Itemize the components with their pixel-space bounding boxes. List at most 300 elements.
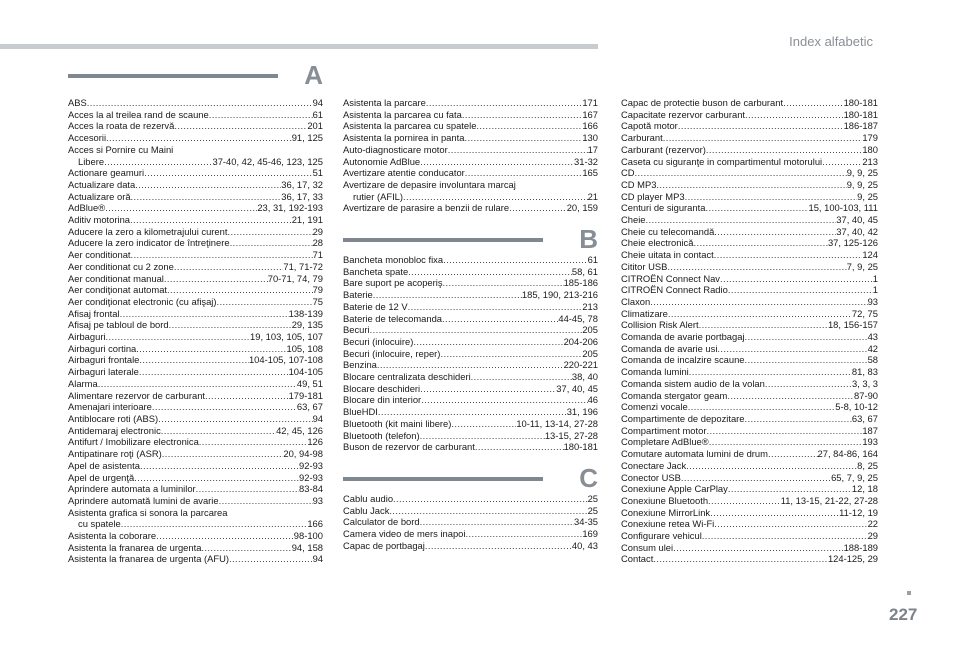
entry-pages: 5-8, 10-12	[835, 401, 878, 413]
index-entry	[68, 156, 323, 168]
entry-pages: 94	[312, 553, 323, 565]
dot-leader	[389, 505, 587, 517]
entry-term: rutier (AFIL)	[353, 190, 404, 202]
entry-pages: 9, 9, 25	[846, 167, 878, 179]
index-entry	[68, 214, 323, 226]
dot-leader	[162, 448, 284, 460]
dot-leader	[230, 237, 313, 249]
entry-pages: 46	[587, 394, 598, 406]
entries-a-continued	[343, 97, 598, 214]
dot-leader	[745, 413, 852, 425]
entry-term: Capac de protectie buson de carburant	[621, 97, 784, 108]
entry-pages: 1	[872, 284, 878, 296]
entry-term: Apel de asistenta	[68, 459, 140, 471]
entry-pages: 166	[307, 518, 323, 530]
entry-pages: 94	[312, 97, 323, 108]
entry-term: Bluetooth (kit maini libere)	[343, 417, 452, 429]
entry-term: Contact	[621, 553, 654, 565]
entry-term: Comanda de avarie portbagaj	[621, 331, 745, 343]
entry-pages: 186-187	[843, 120, 878, 132]
index-entry	[68, 308, 323, 320]
entry-term: Conector USB	[621, 471, 681, 483]
index-entry	[343, 191, 598, 203]
dot-leader	[720, 273, 873, 285]
entry-pages: 44-45, 78	[558, 312, 598, 324]
index-entry	[621, 109, 878, 121]
entry-term: Cheie electronică	[621, 237, 694, 249]
dot-leader	[196, 483, 299, 495]
dot-leader	[745, 331, 868, 343]
entry-term: CITROËN Connect Nav	[621, 272, 720, 284]
index-entry	[621, 273, 878, 285]
entry-pages: 37, 40, 42	[836, 225, 878, 237]
entry-term: Conexiune MirrorLink	[621, 506, 711, 518]
index-entry	[68, 296, 323, 308]
entry-term: Carburant	[621, 132, 663, 144]
dot-leader	[728, 483, 852, 495]
entry-pages: 28	[312, 237, 323, 249]
dot-leader	[426, 97, 582, 109]
index-entry	[343, 109, 598, 121]
entry-pages: 11-12, 19	[839, 506, 878, 518]
entry-term: Actionare geamuri	[68, 167, 145, 179]
entry-pages: 61	[312, 108, 323, 120]
index-entry	[621, 390, 878, 402]
entry-term: Cititor USB	[621, 260, 668, 272]
index-entry	[343, 540, 598, 552]
dot-leader	[421, 394, 587, 406]
entry-term: CD	[621, 167, 635, 179]
index-entry	[68, 378, 323, 390]
dot-leader	[717, 343, 867, 355]
index-entry	[68, 319, 323, 331]
entry-term: ABS	[68, 97, 87, 108]
dot-leader	[451, 418, 516, 430]
dot-leader	[710, 507, 839, 519]
entry-pages: 22	[867, 518, 878, 530]
index-entry	[343, 120, 598, 132]
entry-pages: 205	[582, 347, 598, 359]
index-entry	[343, 430, 598, 442]
section-letter: B	[579, 224, 598, 255]
entry-pages: 9, 25	[857, 190, 878, 202]
entry-pages: 94, 158	[291, 541, 323, 553]
section-divider	[68, 74, 278, 78]
index-entry	[621, 296, 878, 308]
index-entry	[621, 237, 878, 249]
entry-pages: 138-139	[288, 307, 323, 319]
dot-leader	[728, 284, 873, 296]
dot-leader	[709, 436, 863, 448]
entry-pages: 72, 75	[851, 307, 878, 319]
entry-pages: 98-100	[293, 530, 323, 542]
entry-pages: 17	[587, 143, 598, 155]
index-entry	[68, 331, 323, 343]
index-entry	[621, 530, 878, 542]
entry-pages: 29, 135	[291, 319, 323, 331]
index-entry	[343, 301, 598, 313]
dot-leader	[408, 266, 572, 278]
index-entry	[343, 493, 598, 505]
entry-term: Aducere la zero indicator de întreţinere	[68, 237, 230, 249]
entry-pages: 7, 9, 25	[846, 260, 878, 272]
dot-leader	[169, 319, 292, 331]
entry-pages: 20, 159	[566, 202, 598, 214]
index-entry	[68, 448, 323, 460]
entry-pages: 179-181	[288, 389, 323, 401]
entry-term: Collision Risk Alert	[621, 319, 699, 331]
entry-pages: 104-105	[288, 366, 323, 378]
entry-pages: 49, 51	[296, 377, 323, 389]
entry-term: Benzina	[343, 359, 377, 371]
index-entry	[621, 156, 878, 168]
entry-pages: 25	[587, 492, 598, 504]
entry-term: Amenajari interioare	[68, 401, 152, 413]
dot-leader	[131, 249, 313, 261]
entry-term: Buson de rezervor de carburant	[343, 441, 475, 453]
entry-pages: 81, 83	[851, 366, 878, 378]
dot-leader	[120, 308, 289, 320]
entry-term: Calculator de bord	[343, 516, 420, 528]
entry-pages: 124-125, 29	[827, 553, 878, 565]
dot-leader	[464, 132, 582, 144]
entry-pages: 93	[867, 295, 878, 307]
entry-term: Comenzi vocale	[621, 401, 688, 413]
index-entry	[68, 109, 323, 121]
index-entry	[68, 483, 323, 495]
entry-pages: 27, 84-86, 164	[817, 448, 878, 460]
dot-leader	[668, 308, 852, 320]
dot-leader	[420, 516, 574, 528]
dot-leader	[420, 156, 574, 168]
entry-term: Cheie uitata in contact	[621, 249, 714, 261]
dot-leader	[87, 97, 313, 109]
entry-term: Asistenta la parcare	[343, 97, 426, 108]
dot-leader	[714, 518, 867, 530]
entry-term: Antidemaraj electronic	[68, 424, 161, 436]
index-entry	[621, 97, 878, 109]
index-entry	[68, 132, 323, 144]
entry-pages: 179	[862, 132, 878, 144]
entry-pages: 38, 40	[571, 371, 598, 383]
index-entry	[68, 97, 323, 109]
entry-term: Asistenta la franarea de urgenta (AFU)	[68, 553, 230, 565]
dot-leader	[681, 472, 831, 484]
dot-leader	[370, 324, 583, 336]
index-entry	[68, 390, 323, 402]
dot-leader	[158, 413, 312, 425]
index-entry	[343, 156, 598, 168]
entry-pages: 20, 94-98	[283, 448, 323, 460]
dot-leader	[465, 528, 582, 540]
entry-pages: 37, 125-126	[827, 237, 878, 249]
index-entry	[68, 273, 323, 285]
entry-pages: 83-84	[299, 483, 323, 495]
entry-pages: 65, 7, 9, 25	[831, 471, 878, 483]
entry-term: Capac de portbagaj	[343, 539, 425, 551]
entry-term: Aer conditionat cu 2 zone	[68, 260, 174, 272]
index-entry	[343, 202, 598, 214]
dot-leader	[140, 460, 299, 472]
index-entry	[68, 425, 323, 437]
index-entry	[68, 261, 323, 273]
entry-pages: 185, 190, 213-216	[521, 289, 598, 301]
entry-term: Aprindere automată lumini de avarie	[68, 494, 219, 506]
entry-term: Alimentare rezervor de carburant	[68, 389, 206, 401]
dot-leader	[678, 120, 844, 132]
section-header-c	[343, 463, 598, 493]
entry-term: Asistenta la franarea de urgenta	[68, 541, 202, 553]
dot-leader	[693, 237, 828, 249]
entry-term: Blocare din interior	[343, 394, 422, 406]
entry-pages: 92-93	[299, 459, 323, 471]
dot-leader	[152, 401, 297, 413]
entry-pages: 171	[582, 97, 598, 108]
index-entry	[621, 366, 878, 378]
index-entry	[621, 518, 878, 530]
index-entry	[343, 371, 598, 383]
entry-term: Centuri de siguranta	[621, 202, 706, 214]
dot-leader	[635, 167, 847, 179]
entry-pages: 180-181	[843, 97, 878, 108]
entry-term: Acces la roata de rezervă	[68, 120, 175, 132]
dot-leader	[476, 120, 582, 132]
entry-pages: 87-90	[854, 389, 878, 401]
dot-leader	[646, 214, 837, 226]
entry-term: Bancheta spate	[343, 265, 409, 277]
dot-leader	[688, 401, 836, 413]
index-entry	[621, 495, 878, 507]
index-entry	[621, 413, 878, 425]
entry-pages: 185-186	[563, 277, 598, 289]
index-column-3	[621, 97, 878, 565]
index-entry	[621, 319, 878, 331]
entry-pages: 193	[862, 436, 878, 448]
index-entry	[343, 394, 598, 406]
entry-term: Autonomie AdBlue	[343, 155, 421, 167]
index-entry	[68, 120, 323, 132]
dot-leader	[201, 542, 291, 554]
entry-pages: 220-221	[563, 359, 598, 371]
entry-term: Bluetooth (telefon)	[343, 429, 420, 441]
index-entry	[621, 331, 878, 343]
dot-leader	[106, 331, 250, 343]
entry-pages: 34-35	[574, 516, 598, 528]
dot-leader	[205, 390, 289, 402]
dot-leader	[663, 132, 863, 144]
index-entry	[343, 359, 598, 371]
dot-leader	[136, 343, 286, 355]
index-entry	[68, 237, 323, 249]
dot-leader	[768, 448, 818, 460]
entry-term: Airbaguri laterale	[68, 366, 139, 378]
entry-term: Actualizare data	[68, 178, 136, 190]
index-entry	[343, 336, 598, 348]
index-entry	[68, 167, 323, 179]
entry-pages: 104-105, 107-108	[248, 354, 323, 366]
dot-leader	[408, 301, 583, 313]
entry-term: Afisaj pe tabloul de bord	[68, 319, 169, 331]
entry-term: Conexiune Bluetooth	[621, 494, 709, 506]
dot-leader	[727, 390, 854, 402]
entry-pages: 205	[582, 324, 598, 336]
entry-pages: 37-40, 42, 45-46, 123, 125	[212, 155, 323, 167]
index-entry	[621, 120, 878, 132]
index-entry	[68, 284, 323, 296]
entry-pages: 12, 18	[851, 483, 878, 495]
index-entry	[621, 553, 878, 565]
index-entry	[68, 507, 323, 519]
entry-term: Cheie cu telecomandă	[621, 225, 715, 237]
entry-term: BlueHDI	[343, 406, 378, 418]
entry-pages: 204-206	[563, 335, 598, 347]
entry-pages: 167	[582, 108, 598, 120]
entry-pages: 8, 25	[857, 459, 878, 471]
entry-term: Auto-diagnosticare motor	[343, 143, 448, 155]
index-entry	[621, 483, 878, 495]
entry-pages: 19, 103, 105, 107	[250, 331, 323, 343]
index-entry	[343, 441, 598, 453]
entry-pages: 71	[312, 249, 323, 261]
entry-term: Asistenta la coborare	[68, 530, 157, 542]
index-entry	[343, 516, 598, 528]
entry-pages: 36, 17, 33	[281, 190, 323, 202]
entry-pages: 92-93	[299, 471, 323, 483]
dot-leader	[822, 156, 862, 168]
dot-leader	[174, 261, 284, 273]
entry-term: Caseta cu siguranţe in compartimentul motorului	[621, 155, 823, 167]
entry-term: Asistenta la parcarea cu fata	[343, 108, 462, 120]
entry-pages: 31-32	[574, 155, 598, 167]
entry-term: Comanda de avarie usi	[621, 342, 718, 354]
entry-pages: 9, 9, 25	[846, 178, 878, 190]
dot-leader	[425, 540, 572, 552]
index-entry	[343, 179, 598, 191]
entry-pages: 70-71, 74, 79	[267, 272, 323, 284]
dot-leader	[702, 530, 868, 542]
header-bar	[0, 44, 598, 49]
entry-pages: 1	[872, 272, 878, 284]
dot-leader	[167, 284, 313, 296]
entry-pages: 124	[862, 249, 878, 261]
index-entry	[621, 472, 878, 484]
entry-pages: 166	[582, 120, 598, 132]
entry-term: Antipatinare roţi (ASR)	[68, 448, 162, 460]
dot-leader	[783, 97, 844, 109]
entry-term: Comutare automata lumini de drum	[621, 448, 768, 460]
index-entry	[343, 406, 598, 418]
index-entry	[621, 202, 878, 214]
entry-pages: 18, 156-157	[827, 319, 878, 331]
dot-leader	[667, 261, 846, 273]
dot-leader	[219, 495, 313, 507]
dot-leader	[229, 553, 313, 565]
index-entry	[621, 308, 878, 320]
index-entry	[68, 179, 323, 191]
dot-leader	[164, 273, 268, 285]
entry-pages: 21	[587, 190, 598, 202]
dot-leader	[673, 542, 843, 554]
dot-leader	[377, 359, 564, 371]
index-entry	[621, 436, 878, 448]
index-entry	[68, 436, 323, 448]
entry-pages: 31, 196	[566, 406, 598, 418]
dot-leader	[135, 179, 281, 191]
dot-leader	[706, 425, 862, 437]
entry-term: Asistenta la pornirea in panta	[343, 132, 465, 144]
index-entry	[343, 97, 598, 109]
entry-term: Comanda stergator geam	[621, 389, 728, 401]
index-entry	[343, 348, 598, 360]
index-entry	[68, 202, 323, 214]
index-entry	[343, 266, 598, 278]
index-entry	[621, 343, 878, 355]
dot-leader	[130, 214, 292, 226]
entry-term: Climatizare	[621, 307, 668, 319]
entry-term: Asistenta grafica si sonora la parcarea	[68, 506, 228, 518]
section-divider	[343, 238, 543, 242]
index-entry	[621, 144, 878, 156]
entry-pages: 13-15, 27-28	[544, 429, 598, 441]
entry-pages: 94	[312, 412, 323, 424]
entry-term: Comanda sistem audio de la volan	[621, 377, 765, 389]
dot-leader	[745, 354, 868, 366]
entry-pages: 165	[582, 167, 598, 179]
index-entry	[621, 226, 878, 238]
index-entry	[621, 132, 878, 144]
index-entry	[621, 179, 878, 191]
entry-term: Airbaguri cortina	[68, 342, 137, 354]
dot-leader	[689, 366, 852, 378]
dot-leader	[443, 254, 587, 266]
index-entry	[621, 401, 878, 413]
entry-pages: 37, 40, 45	[836, 214, 878, 226]
index-entry	[343, 324, 598, 336]
entry-term: Claxon	[621, 295, 651, 307]
index-title: Index alfabetic	[789, 34, 873, 49]
index-entry	[621, 167, 878, 179]
entry-pages: 29	[867, 530, 878, 542]
index-entry	[68, 191, 323, 203]
entry-term: Becuri (inlocuire, reper)	[343, 347, 441, 359]
entry-pages: 169	[582, 528, 598, 540]
entry-term: Avertizare de depasire involuntara marcaj	[343, 178, 516, 190]
dot-leader	[373, 289, 522, 301]
dot-leader	[104, 156, 212, 168]
dot-leader	[227, 226, 312, 238]
entry-pages: 130	[582, 132, 598, 144]
entry-term: Baterie de telecomanda	[343, 312, 443, 324]
dot-leader	[462, 109, 583, 121]
entry-term: Completare AdBlue®	[621, 436, 709, 448]
entry-term: Baterie de 12 V	[343, 300, 408, 312]
entry-term: Camera video de mers inapoi	[343, 528, 466, 540]
entry-pages: 180-181	[563, 441, 598, 453]
entry-term: Becuri (inlocuire)	[343, 335, 414, 347]
dot-leader	[714, 226, 836, 238]
index-entry	[621, 425, 878, 437]
entry-pages: 42	[867, 342, 878, 354]
dot-leader	[413, 336, 563, 348]
entry-term: Airbaguri frontale	[68, 354, 140, 366]
index-column-1	[68, 97, 323, 565]
index-entry	[68, 226, 323, 238]
entry-pages: 187	[862, 424, 878, 436]
dot-leader	[440, 348, 582, 360]
dot-leader	[156, 530, 294, 542]
entry-term: Configurare vehicul	[621, 530, 702, 542]
index-entry	[621, 507, 878, 519]
